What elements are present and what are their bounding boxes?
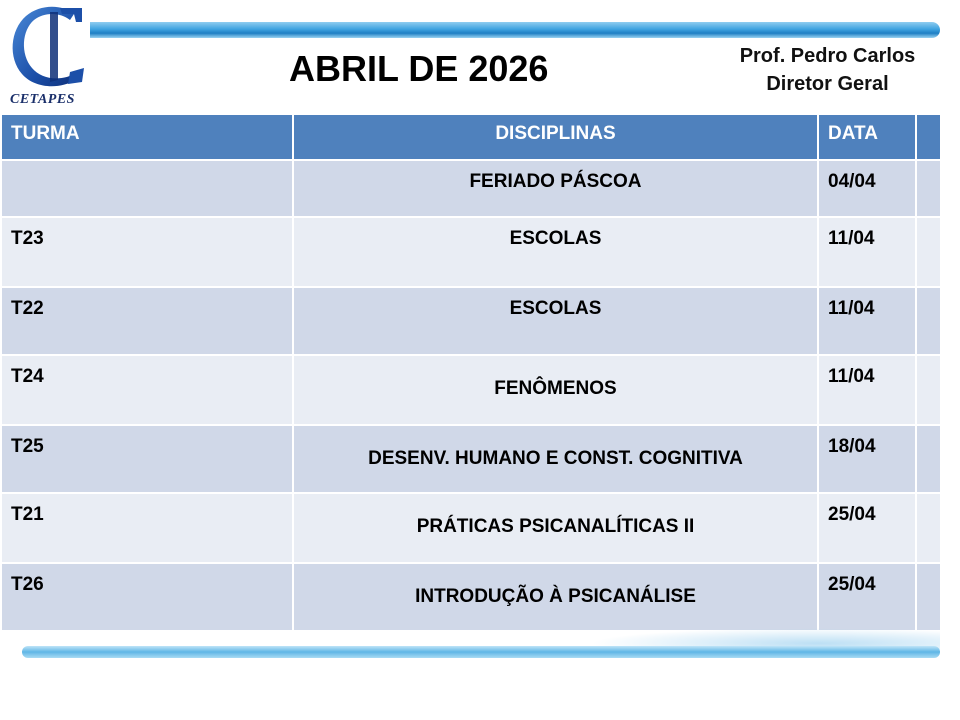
header-turma: [1, 114, 293, 160]
header-data-label: DATA: [828, 123, 878, 144]
cell-turma: [1, 563, 293, 631]
cell-extra: [916, 425, 941, 493]
data-text: 11/04: [828, 228, 875, 249]
table-row: [1, 493, 941, 563]
disciplina-text: DESENV. HUMANO E CONST. COGNITIVA: [368, 448, 743, 469]
data-text: 04/04: [828, 171, 876, 192]
data-text: 11/04: [828, 298, 875, 319]
cell-turma: [1, 493, 293, 563]
turma-text: [2, 161, 292, 171]
signature-block: [720, 42, 935, 98]
turma-text: T22: [11, 298, 44, 319]
cell-turma: [1, 287, 293, 355]
header-extra: [916, 114, 941, 160]
cell-extra: [916, 287, 941, 355]
disciplina-text: INTRODUÇÃO À PSICANÁLISE: [415, 586, 696, 607]
disciplina-text: PRÁTICAS PSICANALÍTICAS II: [416, 516, 695, 537]
cell-extra: [916, 493, 941, 563]
disciplina-text: ESCOLAS: [509, 298, 602, 319]
cell-disciplina: [293, 425, 818, 493]
cell-disciplina: [293, 493, 818, 563]
table-row: [1, 425, 941, 493]
cell-turma: [1, 355, 293, 425]
table-row: [1, 160, 941, 217]
bottom-decorative-stripe: [22, 646, 940, 658]
cell-data: [818, 217, 916, 287]
cell-extra: [916, 355, 941, 425]
data-text: 25/04: [828, 504, 876, 525]
turma-text: T26: [11, 574, 44, 595]
cell-disciplina: [293, 355, 818, 425]
cell-disciplina: [293, 563, 818, 631]
disciplina-text: FERIADO PÁSCOA: [469, 171, 642, 192]
table-row: [1, 563, 941, 631]
header-turma-label: TURMA: [11, 123, 80, 144]
cell-extra: [916, 563, 941, 631]
data-text: 25/04: [828, 574, 876, 595]
top-decorative-stripe: [90, 22, 940, 38]
cell-turma: [1, 160, 293, 217]
schedule-table: [0, 113, 942, 632]
cell-disciplina: [293, 160, 818, 217]
cell-turma: [1, 217, 293, 287]
cell-data: [818, 563, 916, 631]
table-header-row: [1, 114, 941, 160]
cell-extra: [916, 217, 941, 287]
cetapes-logo: [4, 2, 88, 106]
turma-text: T25: [11, 436, 44, 457]
header-data: [818, 114, 916, 160]
turma-text: T24: [11, 366, 44, 387]
header-disciplinas: [293, 114, 818, 160]
logo-c-icon: [4, 2, 88, 94]
table-row: [1, 287, 941, 355]
turma-text: T23: [11, 228, 44, 249]
header-disciplinas-label: DISCIPLINAS: [495, 123, 616, 144]
table-row: [1, 217, 941, 287]
page-title: ABRIL DE 2026: [289, 48, 549, 89]
cell-disciplina: [293, 217, 818, 287]
data-text: 11/04: [828, 366, 875, 387]
cell-data: [818, 355, 916, 425]
disciplina-text: FENÔMENOS: [494, 378, 617, 399]
cell-disciplina: [293, 287, 818, 355]
turma-text: T21: [11, 504, 44, 525]
logo-text: CETAPES: [10, 92, 75, 107]
cell-data: [818, 425, 916, 493]
cell-extra: [916, 160, 941, 217]
data-text: 18/04: [828, 436, 876, 457]
signature-name: Prof. Pedro Carlos: [739, 45, 916, 67]
cell-data: [818, 493, 916, 563]
signature-role: Diretor Geral: [766, 73, 889, 95]
cell-data: [818, 160, 916, 217]
cell-turma: [1, 425, 293, 493]
cell-data: [818, 287, 916, 355]
disciplina-text: ESCOLAS: [509, 228, 602, 249]
table-row: [1, 355, 941, 425]
